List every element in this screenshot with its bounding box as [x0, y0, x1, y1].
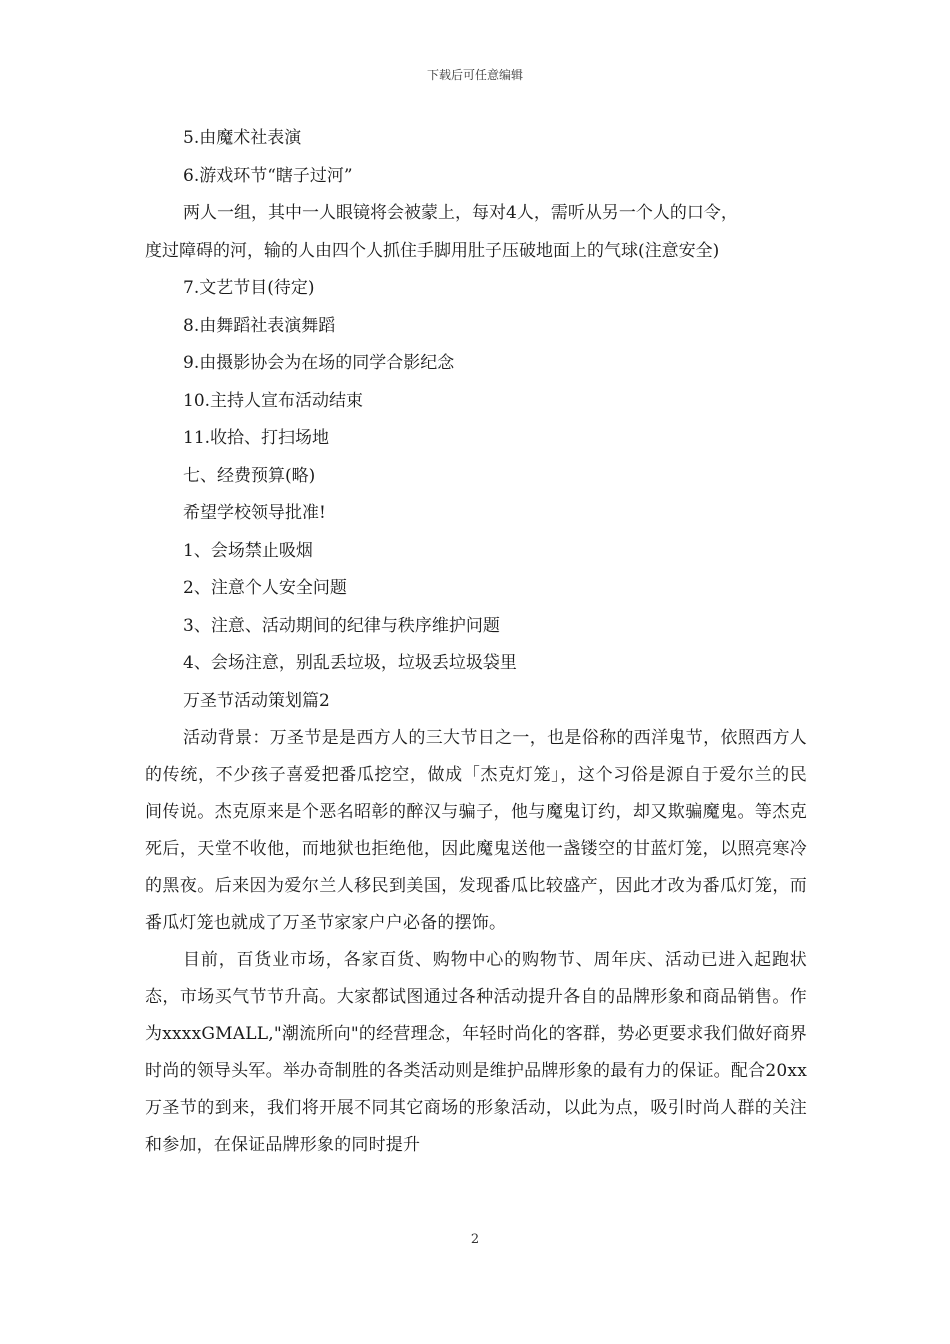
text-line: 度过障碍的河，输的人由四个人抓住手脚用肚子压破地面上的气球(注意安全) — [145, 240, 720, 261]
section-heading: 七、经费预算(略) — [183, 465, 316, 486]
paragraph-market: 目前，百货业市场，各家百货、购物中心的购物节、周年庆、活动已进入起跑状态，市场买气节节升高。大家都试图通过各种活动提升各自的品牌形象和商品销售。作为xxxxGMALL,"潮流所向"的经营理念，年轻时尚化的客群，势必更要求我们做好商界时尚的领导头军。举办奇制胜的各类活动则是维护品牌形象的最有力的保证。配合20xx万圣节的到来，我们将开展不同其它商场的形象活动，以此为点，吸引时尚人群的关注和参加，在保证品牌形象的同时提升 — [145, 950, 807, 1155]
list-item: 10.主持人宣布活动结束 — [183, 390, 364, 411]
list-item: 1、会场禁止吸烟 — [183, 540, 313, 561]
list-item: 11.收拾、打扫场地 — [183, 428, 330, 448]
list-item: 4、会场注意，别乱丢垃圾，垃圾丢垃圾袋里 — [183, 653, 517, 673]
section-title: 万圣节活动策划篇2 — [183, 690, 330, 711]
paragraph-background: 活动背景：万圣节是是西方人的三大节日之一，也是俗称的西洋鬼节，依照西方人的传统，不少孩子喜爱把番瓜挖空，做成「杰克灯笼」，这个习俗是源自于爱尔兰的民间传说。杰克原来是个恶名昭彰的醉汉与骗子，他与魔鬼订约，却又欺骗魔鬼。等杰克死后，天堂不收他，而地狱也拒绝他，因此魔鬼送他一盏镂空的甘蓝灯笼，以照亮寒冷的黑夜。后来因为爱尔兰人移民到美国，发现番瓜比较盛产，因此才改为番瓜灯笼，而番瓜灯笼也就成了万圣节家家户户必备的摆饰。 — [145, 728, 807, 933]
page-number: 2 — [470, 1232, 480, 1247]
page-header: 下载后可任意编辑 — [426, 68, 523, 82]
text-line: 两人一组，其中一人眼镜将会被蒙上，每对4人，需听从另一个人的口令， — [183, 203, 738, 223]
list-item: 5.由魔术社表演 — [183, 128, 302, 148]
list-item: 7.文艺节目(待定) — [183, 278, 315, 298]
text-line: 希望学校领导批准! — [183, 503, 326, 523]
list-item: 9.由摄影协会为在场的同学合影纪念 — [183, 353, 455, 373]
list-item: 3、注意、活动期间的纪律与秩序维护问题 — [183, 615, 500, 636]
document-body — [145, 120, 807, 1164]
list-item: 2、注意个人安全问题 — [183, 578, 347, 598]
list-item: 6.游戏环节“瞎子过河” — [183, 165, 353, 186]
list-item: 8.由舞蹈社表演舞蹈 — [183, 315, 336, 336]
